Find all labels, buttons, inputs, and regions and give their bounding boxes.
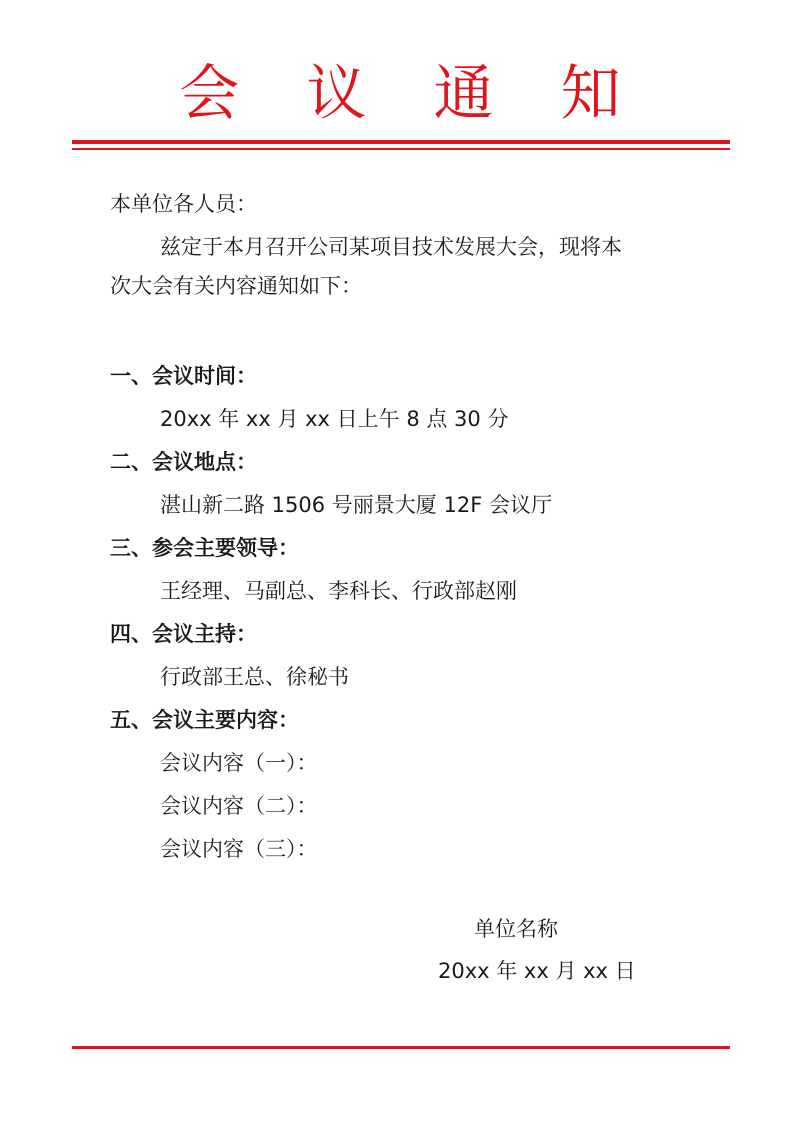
intro-line-2: 次大会有关内容通知如下： bbox=[110, 274, 362, 298]
section-time-heading: 一、会议时间： bbox=[110, 364, 257, 388]
section-location-heading: 二、会议地点： bbox=[110, 450, 257, 474]
content-item-2: 会议内容（二）： bbox=[160, 794, 318, 818]
section-host-heading: 四、会议主持： bbox=[110, 622, 257, 646]
footer-divider bbox=[72, 1046, 730, 1049]
intro-line-1: 兹定于本月召开公司某项目技术发展大会，现将本 bbox=[160, 235, 622, 259]
section-leaders-detail: 王经理、马副总、李科长、行政部赵刚 bbox=[160, 579, 517, 603]
content-item-3: 会议内容（三）： bbox=[160, 837, 318, 861]
signature-unit: 单位名称 bbox=[474, 917, 558, 941]
header-divider-thin bbox=[72, 148, 730, 150]
header-divider-thick bbox=[72, 140, 730, 144]
content-item-1: 会议内容（一）： bbox=[160, 751, 318, 775]
document-title: 会 议 通 知 bbox=[179, 59, 645, 129]
section-time-detail: 20xx 年 xx 月 xx 日上午 8 点 30 分 bbox=[160, 407, 509, 431]
section-content-heading: 五、会议主要内容： bbox=[110, 708, 299, 732]
section-location-detail: 湛山新二路 1506 号丽景大厦 12F 会议厅 bbox=[160, 493, 552, 517]
signature-date: 20xx 年 xx 月 xx 日 bbox=[438, 959, 636, 983]
section-host-detail: 行政部王总、徐秘书 bbox=[160, 665, 349, 689]
section-leaders-heading: 三、参会主要领导： bbox=[110, 536, 299, 560]
greeting: 本单位各人员： bbox=[110, 192, 257, 216]
